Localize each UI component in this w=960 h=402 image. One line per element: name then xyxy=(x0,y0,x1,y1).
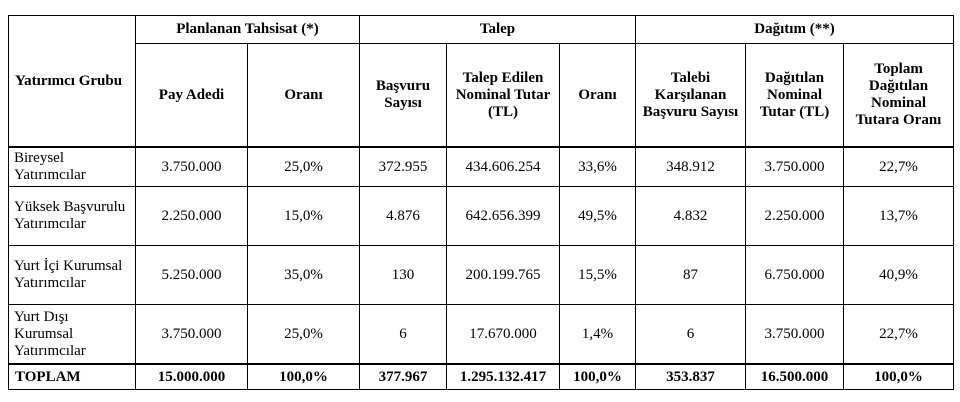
table-cell: 6.750.000 xyxy=(746,246,844,305)
total-cell: 377.967 xyxy=(360,364,447,390)
table-cell: 200.199.765 xyxy=(447,246,560,305)
table-cell: 372.955 xyxy=(360,147,447,187)
column-header: Dağıtılan Nominal Tutar (TL) xyxy=(746,44,844,148)
table-cell: 22,7% xyxy=(844,147,954,187)
table-cell: 15,5% xyxy=(560,246,636,305)
row-label: Yurt Dışı Kurumsal Yatırımcılar xyxy=(9,305,136,365)
total-cell: 353.837 xyxy=(636,364,746,390)
table-cell: 2.250.000 xyxy=(746,187,844,246)
table-cell: 348.912 xyxy=(636,147,746,187)
table-cell: 3.750.000 xyxy=(746,305,844,365)
table-cell: 5.250.000 xyxy=(136,246,248,305)
corner-header: Yatırımcı Grubu xyxy=(9,16,136,148)
total-cell: 100,0% xyxy=(844,364,954,390)
column-header: Başvuru Sayısı xyxy=(360,44,447,148)
table-cell: 130 xyxy=(360,246,447,305)
table-cell: 40,9% xyxy=(844,246,954,305)
table-cell: 4.876 xyxy=(360,187,447,246)
total-label: TOPLAM xyxy=(9,364,136,390)
table-row xyxy=(9,147,954,187)
row-label: Yurt İçi Kurumsal Yatırımcılar xyxy=(9,246,136,305)
table-cell: 17.670.000 xyxy=(447,305,560,365)
total-cell: 100,0% xyxy=(560,364,636,390)
column-header: Talebi Karşılanan Başvuru Sayısı xyxy=(636,44,746,148)
table-cell: 15,0% xyxy=(248,187,360,246)
table-cell: 3.750.000 xyxy=(136,147,248,187)
column-header: Oranı xyxy=(560,44,636,148)
group-header-distribution: Dağıtım (**) xyxy=(636,16,954,44)
total-cell: 16.500.000 xyxy=(746,364,844,390)
group-header-demand: Talep xyxy=(360,16,636,44)
table-row xyxy=(9,305,954,365)
table-row xyxy=(9,246,954,305)
table-cell: 35,0% xyxy=(248,246,360,305)
table-cell: 1,4% xyxy=(560,305,636,365)
table-cell: 642.656.399 xyxy=(447,187,560,246)
table-cell: 49,5% xyxy=(560,187,636,246)
table-cell: 3.750.000 xyxy=(746,147,844,187)
allocation-table xyxy=(8,15,954,390)
table-cell: 33,6% xyxy=(560,147,636,187)
column-header: Pay Adedi xyxy=(136,44,248,148)
table-cell: 25,0% xyxy=(248,147,360,187)
table-cell: 6 xyxy=(360,305,447,365)
table-cell: 25,0% xyxy=(248,305,360,365)
table-cell: 87 xyxy=(636,246,746,305)
total-cell: 15.000.000 xyxy=(136,364,248,390)
column-header: Toplam Dağıtılan Nominal Tutara Oranı xyxy=(844,44,954,148)
table-cell: 22,7% xyxy=(844,305,954,365)
table-cell: 13,7% xyxy=(844,187,954,246)
group-header-planned: Planlanan Tahsisat (*) xyxy=(136,16,360,44)
total-cell: 1.295.132.417 xyxy=(447,364,560,390)
column-header: Oranı xyxy=(248,44,360,148)
row-label: Yüksek Başvurulu Yatırımcılar xyxy=(9,187,136,246)
group-header-row xyxy=(9,16,954,44)
total-cell: 100,0% xyxy=(248,364,360,390)
table-cell: 3.750.000 xyxy=(136,305,248,365)
sub-header-row xyxy=(9,44,954,148)
table-cell: 434.606.254 xyxy=(447,147,560,187)
total-row xyxy=(9,364,954,390)
row-label: Bireysel Yatırımcılar xyxy=(9,147,136,187)
column-header: Talep Edilen Nominal Tutar (TL) xyxy=(447,44,560,148)
table-cell: 2.250.000 xyxy=(136,187,248,246)
table-row xyxy=(9,187,954,246)
table-cell: 4.832 xyxy=(636,187,746,246)
table-cell: 6 xyxy=(636,305,746,365)
